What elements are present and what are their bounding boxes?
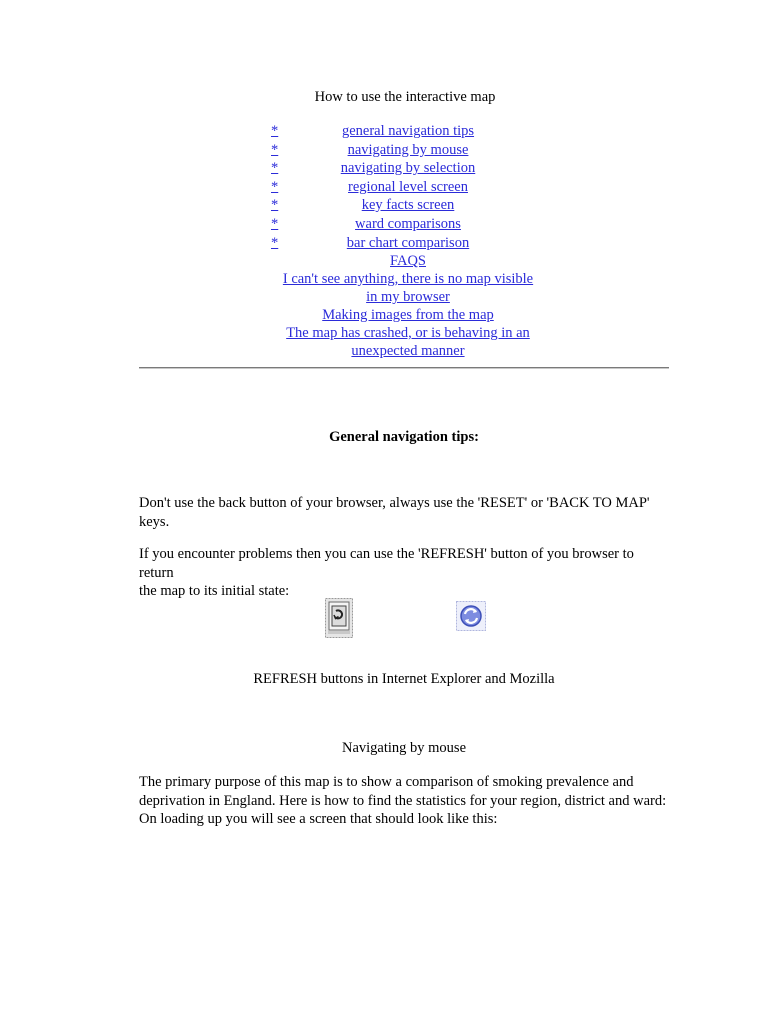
mouse-navigation-text-line: deprivation in England. Here is how to find the statistics for your region, district and ward: [139, 792, 667, 809]
mouse-navigation-text-line: On loading up you will see a screen that should look like this: [139, 811, 498, 827]
back-button-paragraph [139, 494, 669, 531]
toc-link-navigating-by-selection[interactable]: navigating by selection [340, 160, 476, 176]
toc-link-regional-level-screen[interactable]: regional level screen [348, 179, 468, 195]
toc-bullet-link[interactable]: * [271, 160, 279, 176]
toc-bullet-link[interactable]: * [271, 123, 279, 139]
refresh-icons-caption: REFRESH buttons in Internet Explorer and Mozilla [253, 671, 555, 687]
faq-making-images-link[interactable]: Making images from the map [322, 307, 494, 323]
toc-bullet-link[interactable]: * [271, 179, 279, 195]
back-button-text-line: keys. [139, 513, 170, 530]
toc-bullet-link[interactable]: * [271, 142, 279, 158]
toc-bullet-link[interactable]: * [271, 235, 279, 251]
mozilla-refresh-icon [456, 601, 486, 631]
navigating-by-mouse-heading: Navigating by mouse [341, 740, 467, 756]
mouse-navigation-text-line: The primary purpose of this map is to show a comparison of smoking prevalence and [139, 774, 634, 790]
toc-link-navigating-by-mouse[interactable]: navigating by mouse [347, 142, 469, 158]
ie-refresh-icon [325, 598, 353, 638]
toc-bullet-link[interactable]: * [271, 197, 279, 213]
faq-no-map-link[interactable]: I can't see anything, there is no map visible [282, 271, 534, 287]
toc-link-ward-comparisons[interactable]: ward comparisons [355, 216, 461, 232]
general-navigation-tips-heading: General navigation tips: [329, 429, 479, 445]
toc-link-general-navigation-tips[interactable]: general navigation tips [341, 123, 475, 139]
faq-no-map-link-continued[interactable]: in my browser [366, 289, 450, 305]
faqs-link[interactable]: FAQS [390, 253, 426, 269]
toc-link-key-facts-screen[interactable]: key facts screen [361, 197, 455, 213]
mouse-navigation-paragraph [139, 773, 669, 829]
refresh-paragraph [139, 545, 669, 601]
refresh-text-line: the map to its initial state: [139, 583, 290, 599]
back-button-text-line: Don't use the back button of your browser, always use the 'RESET' or 'BACK TO MAP' [139, 495, 650, 511]
page-title: How to use the interactive map [314, 89, 496, 105]
faq-map-crashed-link[interactable]: The map has crashed, or is behaving in an [286, 325, 530, 341]
faq-map-crashed-link-continued[interactable]: unexpected manner [351, 343, 465, 359]
toc-bullet-link[interactable]: * [271, 216, 279, 232]
toc-link-bar-chart-comparison[interactable]: bar chart comparison [346, 235, 470, 251]
horizontal-divider [139, 367, 669, 369]
refresh-text-line: If you encounter problems then you can use the 'REFRESH' button of you browser to return [139, 546, 634, 581]
